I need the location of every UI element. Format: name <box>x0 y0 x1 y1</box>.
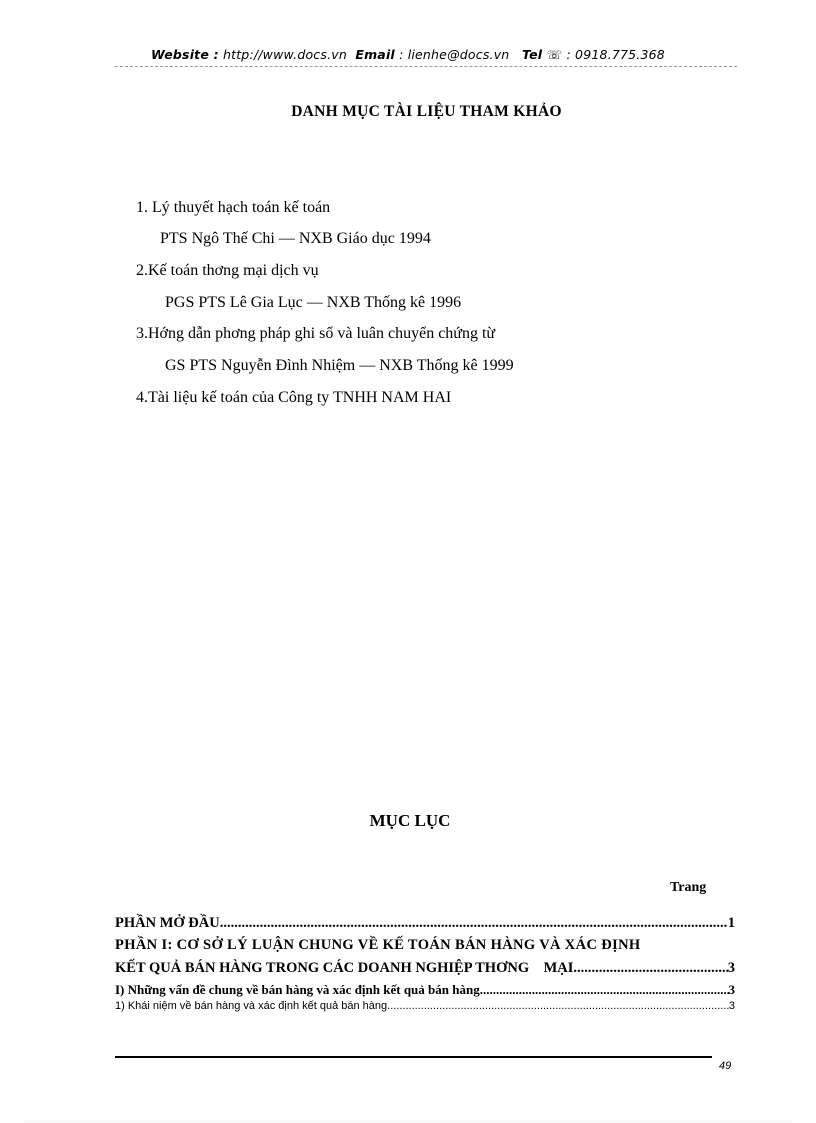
reference-4-title: 4.Tài liệu kế toán của Công ty TNHH NAM HAI <box>136 389 452 406</box>
toc-leader-dots <box>483 982 729 998</box>
website-label: Website : <box>151 47 219 62</box>
toc-page-header: Trang <box>670 880 707 895</box>
reference-1-title: 1. Lý thuyết hạch toán kế toán <box>136 199 331 216</box>
tel-label: Tel <box>521 47 543 62</box>
toc-title: MỤC LỤC <box>369 811 451 830</box>
toc-entry-page: 3 <box>727 960 735 976</box>
reference-1-detail: PTS Ngô Thế Chi — NXB Giáo dục 1994 <box>160 230 431 247</box>
email-link[interactable]: : lienhe@docs.vn <box>399 47 510 62</box>
page-header <box>0 47 816 62</box>
header-divider <box>115 66 737 67</box>
footer-divider <box>115 1056 712 1058</box>
toc-entry-subsection-1[interactable] <box>115 1000 735 1012</box>
toc-entry-label: PHẦN MỞ ĐẦU <box>115 915 220 931</box>
toc-leader-dots <box>573 960 727 977</box>
toc-entry-page: 3 <box>728 982 735 997</box>
reference-2-title: 2.Kế toán thơng mại dịch vụ <box>136 262 319 279</box>
references-title: DANH MỤC TÀI LIỆU THAM KHẢO <box>291 103 562 120</box>
telephone-icon: ☏ <box>546 47 563 62</box>
website-link[interactable]: http://www.docs.vn <box>222 47 347 62</box>
email-label: Email <box>355 47 395 62</box>
page-bottom-edge <box>25 1121 791 1122</box>
toc-entry-page: 3 <box>728 1000 735 1012</box>
toc-leader-dots <box>387 1000 729 1012</box>
toc-entry-phan-1-line1[interactable]: PHẦN I: CƠ SỞ LÝ LUẬN CHUNG VỀ KẾ TOÁN BÁN HÀNG VÀ XÁC ĐỊNH <box>115 937 641 953</box>
toc-entry-label: KẾT QUẢ BÁN HÀNG TRONG CÁC DOANH NGHIỆP THƠNG MẠI <box>115 960 574 976</box>
toc-leader-dots <box>220 915 728 932</box>
reference-3-detail: GS PTS Nguyễn Đình Nhiệm — NXB Thống kê 1999 <box>165 357 514 374</box>
toc-entry-mo-dau[interactable] <box>115 915 735 932</box>
page-number: 49 <box>719 1060 732 1072</box>
toc-entry-label: I) Những vấn đề chung về bán hàng và xác định kết quả bán hàng. <box>115 982 483 997</box>
toc-entry-phan-1-line2[interactable] <box>115 960 735 977</box>
toc-entry-section-1[interactable] <box>115 982 735 998</box>
reference-3-title: 3.Hớng dẫn phơng pháp ghi sổ và luân chuyển chứng từ <box>136 325 496 342</box>
tel-value: : 0918.775.368 <box>566 47 665 62</box>
toc-entry-label: 1) Khái niệm về bán hàng và xác định kết quả bán hàng <box>115 1000 388 1012</box>
reference-2-detail: PGS PTS Lê Gia Lục — NXB Thống kê 1996 <box>165 294 462 311</box>
toc-entry-page: 1 <box>727 915 735 931</box>
